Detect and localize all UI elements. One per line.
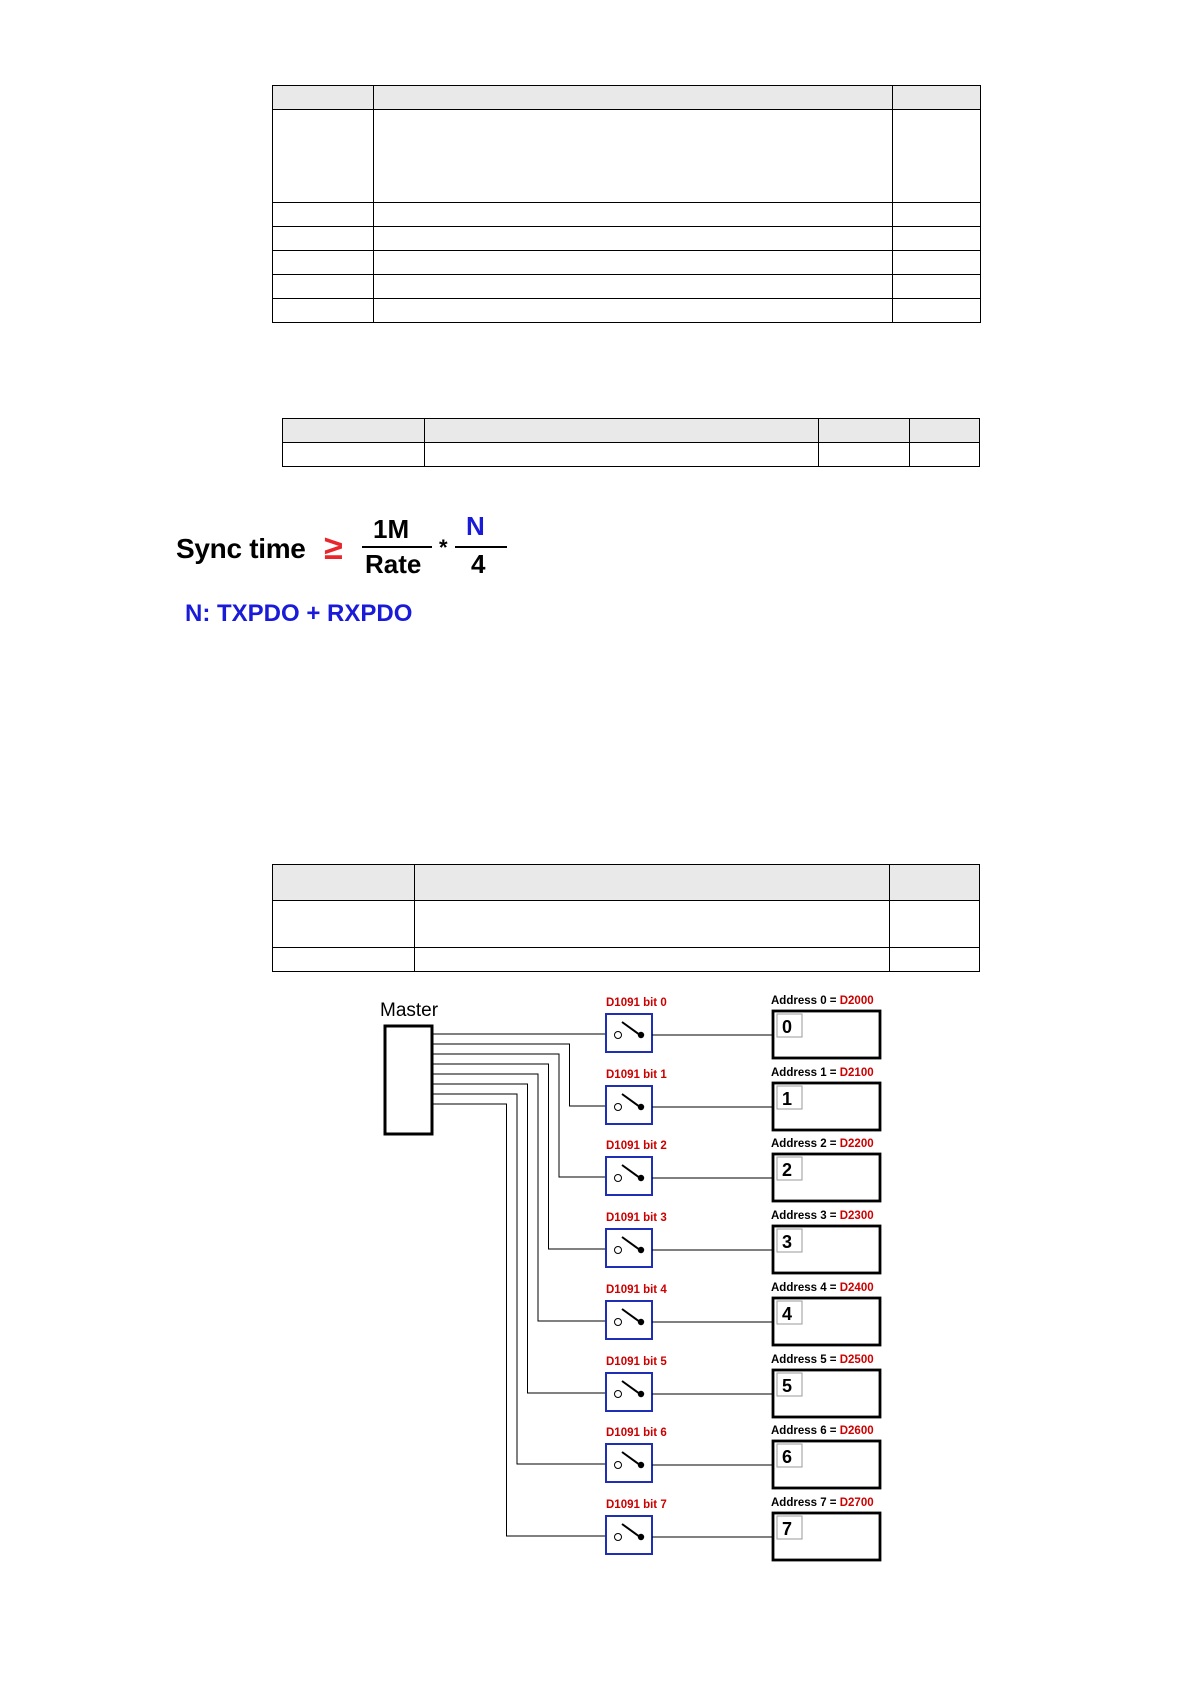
address-label-1: Address 1 = D2100 [771, 1067, 874, 1079]
formula-relation: ≥ [324, 529, 343, 567]
address-label-0: Address 0 = D2000 [771, 995, 874, 1007]
switch-contact-icon-3 [615, 1247, 622, 1254]
switch-box-4 [606, 1301, 652, 1339]
address-label-6: Address 6 = D2600 [771, 1425, 874, 1437]
address-label-2: Address 2 = D2200 [771, 1138, 874, 1150]
fraction1-denominator: Rate [365, 549, 422, 579]
switch-label-5: D1091 bit 5 [606, 1356, 667, 1368]
switch-box-0 [606, 1014, 652, 1052]
formula-lhs: Sync time [176, 533, 306, 564]
address-register-5: D2500 [839, 1354, 874, 1366]
address-register-4: D2400 [839, 1282, 874, 1294]
address-label-4: Address 4 = D2400 [771, 1282, 874, 1294]
switch-box-2 [606, 1157, 652, 1195]
master-wire-6 [432, 1094, 606, 1464]
node-number-7: 7 [782, 1519, 793, 1539]
switch-contact-icon-4 [615, 1319, 622, 1326]
switch-contact-icon-0 [615, 1032, 622, 1039]
switch-box-1 [606, 1086, 652, 1124]
formula-note: N: TXPDO + RXPDO [185, 600, 413, 627]
node-number-4: 4 [782, 1304, 793, 1324]
formula-times: * [439, 535, 448, 560]
switch-pivot-icon-7 [638, 1534, 644, 1540]
address-register-0: D2000 [839, 995, 874, 1007]
switch-box-5 [606, 1373, 652, 1411]
node-number-3: 3 [782, 1232, 793, 1252]
master-wire-4 [432, 1074, 606, 1321]
address-register-1: D2100 [839, 1067, 874, 1079]
switch-contact-icon-2 [615, 1175, 622, 1182]
switch-label-6: D1091 bit 6 [606, 1427, 667, 1439]
master-wire-2 [432, 1054, 606, 1177]
switch-label-7: D1091 bit 7 [606, 1499, 667, 1511]
address-register-6: D2600 [839, 1425, 874, 1437]
switch-label-4: D1091 bit 4 [606, 1284, 667, 1296]
address-register-2: D2200 [839, 1138, 874, 1150]
switch-contact-icon-7 [615, 1534, 622, 1541]
address-label-5: Address 5 = D2500 [771, 1354, 874, 1366]
switch-pivot-icon-1 [638, 1104, 644, 1110]
master-wire-5 [432, 1084, 606, 1393]
switch-pivot-icon-3 [638, 1247, 644, 1253]
switch-label-2: D1091 bit 2 [606, 1140, 667, 1152]
switch-box-7 [606, 1516, 652, 1554]
switch-label-3: D1091 bit 3 [606, 1212, 667, 1224]
fraction2-denominator: 4 [471, 549, 486, 579]
switch-label-0: D1091 bit 0 [606, 997, 667, 1009]
switch-box-6 [606, 1444, 652, 1482]
switch-contact-icon-5 [615, 1391, 622, 1398]
switch-contact-icon-1 [615, 1104, 622, 1111]
node-number-0: 0 [782, 1017, 793, 1037]
fraction1-numerator: 1M [373, 514, 410, 544]
switch-pivot-icon-5 [638, 1391, 644, 1397]
master-box [385, 1026, 432, 1134]
switch-box-3 [606, 1229, 652, 1267]
address-label-3: Address 3 = D2300 [771, 1210, 874, 1222]
node-number-6: 6 [782, 1447, 793, 1467]
switch-pivot-icon-2 [638, 1175, 644, 1181]
address-register-3: D2300 [839, 1210, 874, 1222]
master-label: Master [380, 1000, 439, 1021]
switch-pivot-icon-4 [638, 1319, 644, 1325]
switch-contact-icon-6 [615, 1462, 622, 1469]
address-register-7: D2700 [839, 1497, 874, 1509]
node-number-2: 2 [782, 1160, 793, 1180]
node-number-5: 5 [782, 1376, 793, 1396]
address-label-7: Address 7 = D2700 [771, 1497, 874, 1509]
master-wire-7 [432, 1104, 606, 1536]
master-wire-3 [432, 1064, 606, 1249]
node-number-1: 1 [782, 1089, 793, 1109]
switch-label-1: D1091 bit 1 [606, 1069, 667, 1081]
switch-pivot-icon-6 [638, 1462, 644, 1468]
master-wire-1 [432, 1044, 606, 1106]
fraction2-numerator: N [466, 511, 485, 541]
switch-pivot-icon-0 [638, 1032, 644, 1038]
